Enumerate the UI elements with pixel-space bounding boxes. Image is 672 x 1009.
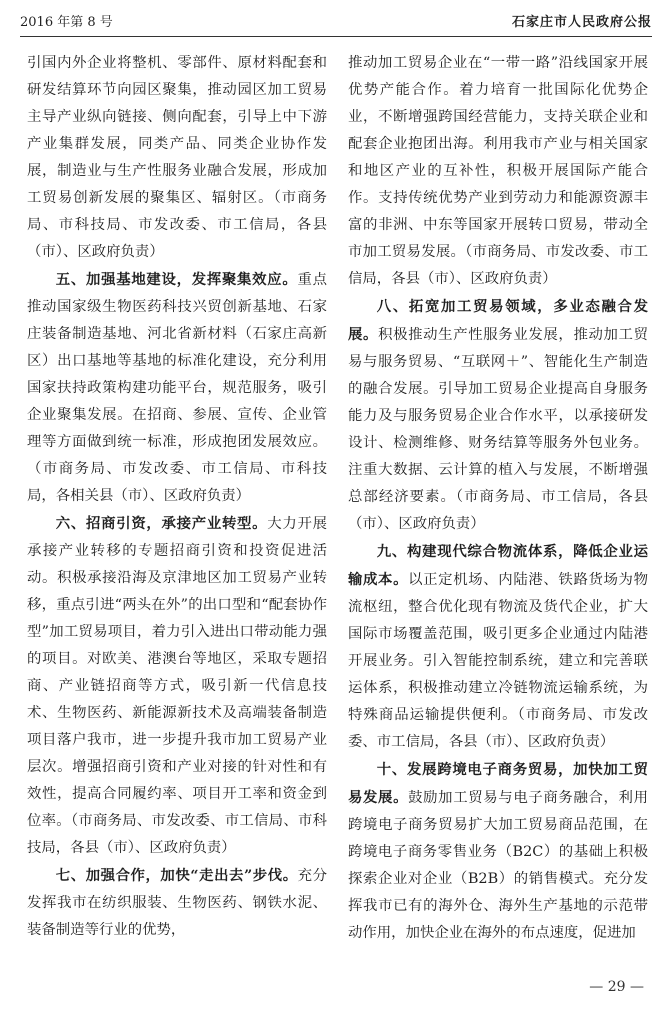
section-8-title: 八、拓宽加工贸易领域，多业态融合发展。 xyxy=(348,298,648,343)
section-9-body: 以正定机场、内陆港、铁路货场为物流枢纽，整合优化现有物流及货代企业，扩大国际市场覆盖范围，吸引更多企业通过内陆港开展业务。引入智能控制系统，建立和完善联运体系，积极推动建立冷链物流运输系统，为特殊商品运输提供便利。（市商务局、市发改委、市工信局，各县（市）、区政府负责） xyxy=(348,572,648,750)
section-10-paragraph xyxy=(348,756,648,947)
section-6-title: 六、招商引资，承接产业转型。 xyxy=(55,515,268,532)
section-10-title: 十、发展跨境电子商务贸易，加快加工贸易发展。 xyxy=(348,761,648,806)
page-number: — 29 — xyxy=(589,979,644,995)
section-8-paragraph xyxy=(348,293,648,538)
header-divider xyxy=(20,36,652,37)
section-6-body: 大力开展承接产业转移的专题招商引资和投资促进活动。积极承接沿海及京津地区加工贸易产业转移，重点引进“两头在外”的出口型和“配套协作型”加工贸易项目，着力引入进出口带动能力强的项目。对欧美、港澳台等地区，采取专题招商、产业链招商等方式，吸引新一代信息技术、生物医药、新能源新技术及高端装备制造项目落户我市，进一步提升我市加工贸易产业层次。增强招商引资和产业对接的针对性和有效性，提高合同履约率、项目开工率和资金到位率。（市商务局、市发改委、市工信局、市科技局，各县（市）、区政府负责） xyxy=(27,516,327,856)
page-header xyxy=(20,10,652,30)
section-9-paragraph xyxy=(348,538,648,756)
continued-paragraph: 推动加工贸易企业在“一带一路”沿线国家开展优势产能合作。着力培育一批国际化优势企业，不断增强跨国经营能力，支持关联企业和配套企业抱团出海。利用我市产业与相关国家和地区产业的互补性，积极开展国际产能合作。支持传统优势产业到劳动力和能源资源丰富的非洲、中东等国家开展转口贸易，带动全市加工贸易发展。（市商务局、市发改委、市工信局，各县（市）、区政府负责） xyxy=(348,55,648,287)
section-7-body: 充分发挥我市在纺织服装、生物医药、钢铁水泥、装备制造等行业的优势， xyxy=(27,868,327,938)
section-7-title: 七、加强合作，加快“走出去”步伐。 xyxy=(55,867,298,884)
right-column xyxy=(348,50,648,947)
section-10-body: 鼓励加工贸易与电子商务融合，利用跨境电子商务贸易扩大加工贸易商品范围，在跨境电子商务零售业务（B2C）的基础上积极探索企业对企业（B2B）的销售模式。充分发挥我市已有的海外仓、海外生产基地的示范带动作用，加快企业在海外的布点速度，促进加 xyxy=(348,790,648,941)
section-6-paragraph xyxy=(27,510,327,862)
section-5-title: 五、加强基地建设，发挥聚集效应。 xyxy=(55,271,298,288)
section-8-body: 积极推动生产性服务业发展，推动加工贸易与服务贸易、“互联网＋”、智能化生产制造的融合发展。引导加工贸易企业提高自身服务能力及与服务贸易企业合作水平，以承接研发设计、检测维修、财务结算等服务外包业务。注重大数据、云计算的植入与发展，不断增强总部经济要素。（市商务局、市工信局，各县（市）、区政府负责） xyxy=(348,327,648,532)
section-5-body: 重点推动国家级生物医药科技兴贸创新基地、石家庄装备制造基地、河北省新材料（石家庄高新区）出口基地等基地的标准化建设，充分利用国家扶持政策构建功能平台，规范服务，吸引企业聚集发展。在招商、参展、宣传、企业管理等方面做到统一标准，形成抱团发展效应。（市商务局、市发改委、市工信局、市科技局，各相关县（市）、区政府负责） xyxy=(27,272,327,504)
continued-paragraph: 引国内外企业将整机、零部件、原材料配套和研发结算环节向园区聚集，推动园区加工贸易主导产业纵向链接、侧向配套，引导上中下游产业集群发展，同类产品、同类企业协作发展，制造业与生产性服务业融合发展，形成加工贸易创新发展的聚集区、辐射区。（市商务局、市科技局、市发改委、市工信局，各县（市）、区政府负责） xyxy=(27,55,327,260)
section-5-paragraph xyxy=(27,266,327,510)
section-9-title: 九、构建现代综合物流体系，降低企业运输成本。 xyxy=(348,543,648,588)
issue-label: 2016 年第 8 号 xyxy=(20,14,113,30)
publication-title: 石家庄市人民政府公报 xyxy=(511,14,652,30)
section-7-paragraph xyxy=(27,862,327,944)
left-column xyxy=(27,50,327,944)
